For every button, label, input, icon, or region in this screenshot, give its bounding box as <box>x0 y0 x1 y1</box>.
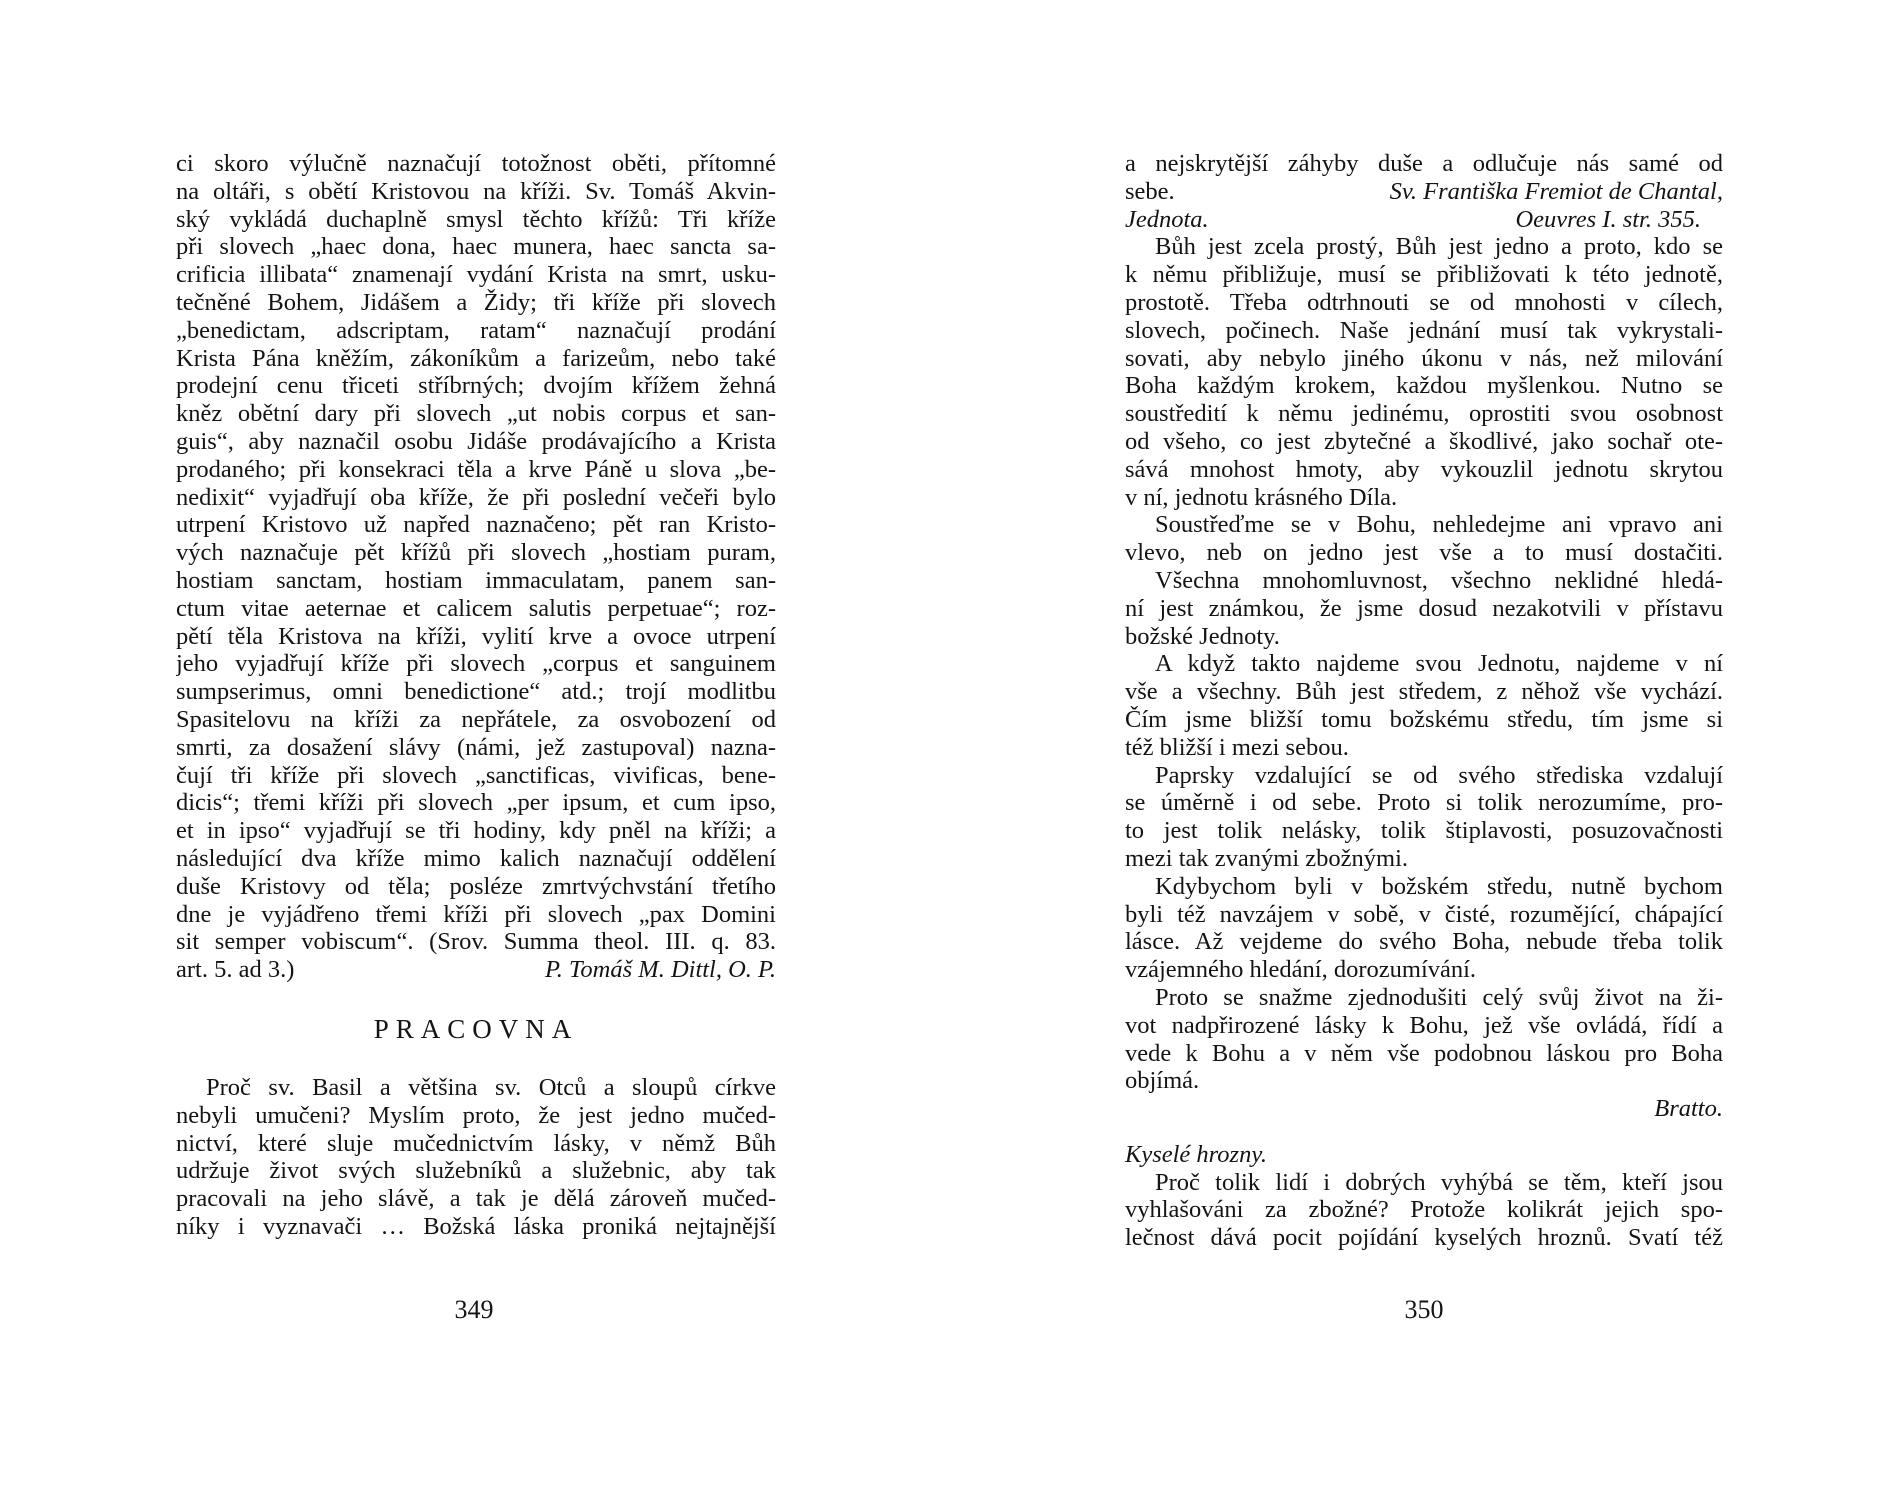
text-line: „benedictam, adscriptam, ratam“ naznačují prodání <box>176 316 776 344</box>
intro-last: sebe. <box>1125 177 1175 205</box>
citation-ref: art. 5. ad 3.) <box>176 956 295 984</box>
text-line: dne je vyjádřeno třemi kříži při slovech „pax Domini <box>176 900 776 928</box>
text-line: níky i vyznavači … Božská láska proniká nejtajnější <box>176 1212 776 1240</box>
text-line: v ní, jednotu krásného Díla. <box>1125 483 1398 511</box>
text-line: ský vykládá duchaplně smysl těchto křížů: Tři kříže <box>176 205 776 233</box>
text-line: dicis“; třemi kříži při slovech „per ipsum, et cum ipso, <box>176 789 776 817</box>
right-paragraph-4 <box>1125 650 1723 761</box>
text-line: sovati, aby nebylo jiného úkonu v nás, než milování <box>1125 344 1723 372</box>
text-line: se úměrně i od sebe. Proto si tolik nerozumíme, pro- <box>1125 789 1723 817</box>
right-page <box>1125 150 1723 1252</box>
text-line: utrpení Kristovo už napřed naznačeno; pět ran Kristo- <box>176 511 776 539</box>
page-number-right: 350 <box>1404 1295 1444 1324</box>
text-line: vše a všechny. Bůh jest středem, z něhož vše vychází. <box>1125 678 1723 706</box>
text-line: na oltáři, s obětí Kristovou na kříži. Sv. Tomáš Akvin- <box>176 177 776 205</box>
citation-author: P. Tomáš M. Dittl, O. P. <box>545 956 776 984</box>
left-page <box>176 150 776 1241</box>
text-line: nebyli umučeni? Myslím proto, že jest jedno mučed- <box>176 1101 776 1129</box>
text-line: smrti, za dosažení slávy (námi, jež zastupoval) nazna- <box>176 733 776 761</box>
text-line: Všechna mnohomluvnost, všechno neklidné hledá- <box>1155 566 1723 594</box>
text-line: vzájemného hledání, dorozumívání. <box>1125 956 1477 984</box>
text-line: hostiam sanctam, hostiam immaculatam, panem san- <box>176 566 776 594</box>
section-title-kysele: Kyselé hrozny. <box>1125 1140 1267 1168</box>
text-line: Kdybychom byli v božském středu, nutně bychom <box>1155 872 1723 900</box>
text-line: vlevo, neb on jedno jest vše a to musí dostačiti. <box>1125 539 1723 567</box>
text-line: sává mnohost hmoty, aby vykouzlil jednotu skrytou <box>1125 455 1723 483</box>
source-line-1: Sv. Františka Fremiot de Chantal, <box>1389 177 1723 205</box>
text-line: též bližší i mezi sebou. <box>1125 733 1349 761</box>
right-paragraph-2 <box>1125 511 1723 567</box>
text-line: Soustřeďme se v Bohu, nehledejme ani vpravo ani <box>1155 511 1723 539</box>
text-line: byli též navzájem v sobě, v čisté, rozumějící, chápající <box>1125 900 1723 928</box>
signature-bratto: Bratto. <box>1654 1095 1723 1123</box>
text-line: Boha každým krokem, každou myšlenkou. Nutno se <box>1125 372 1723 400</box>
text-line: Proto se snažme zjednodušiti celý svůj život na ži- <box>1155 983 1723 1011</box>
intro-line: a nejskrytější záhyby duše a odlučuje nás samé od <box>1125 150 1723 177</box>
text-line: mezi tak zvanými zbožnými. <box>1125 844 1409 872</box>
text-line: ní jest známkou, že jsme dosud nezakotvili v přístavu <box>1125 594 1723 622</box>
text-line: Krista Pána kněžím, zákoníkům a farizeům, nebo také <box>176 344 776 372</box>
text-line: A když takto najdeme svou Jednotu, najdeme v ní <box>1155 650 1723 678</box>
text-line: udržuje život svých služebníků a služebnic, aby tak <box>176 1157 776 1185</box>
text-line: ctum vitae aeternae et calicem salutis perpetuae“; roz- <box>176 594 776 622</box>
text-line: sumpserimus, omni benedictione“ atd.; trojí modlitbu <box>176 678 776 706</box>
text-line: nedixit“ vyjadřují oba kříže, že při poslední večeři bylo <box>176 483 776 511</box>
text-line: Proč tolik lidí i dobrých vyhýbá se těm, kteří jsou <box>1155 1168 1723 1196</box>
text-line: to jest tolik nelásky, tolik štiplavosti, posuzovačnosti <box>1125 817 1723 845</box>
text-line: k němu přibližuje, musí se přibližovati k této jednotě, <box>1125 261 1723 289</box>
text-line: pětí těla Kristova na kříži, vylití krve a ovoce utrpení <box>176 622 776 650</box>
right-paragraph-1 <box>1125 233 1723 511</box>
intro-source-row <box>1125 178 1723 206</box>
text-line: čují tři kříže při slovech „sanctificas, vivificas, bene- <box>176 761 776 789</box>
para7-last: objímá. <box>1125 1067 1200 1095</box>
text-line: jeho vyjadřují kříže při slovech „corpus et sanguinem <box>176 650 776 678</box>
text-line: guis“, aby naznačil osobu Jidáše prodávajícího a Krista <box>176 427 776 455</box>
text-line: crificia illibata“ znamenají vydání Krista na smrt, usku- <box>176 261 776 289</box>
text-line: kněz obětní dary při slovech „ut nobis corpus et san- <box>176 400 776 428</box>
text-line: nictví, které sluje mučednictvím lásky, v němž Bůh <box>176 1129 776 1157</box>
text-line: tečněné Bohem, Jidášem a Židy; tři kříže při slovech <box>176 288 776 316</box>
text-line: Proč sv. Basil a většina sv. Otců a sloupů církve <box>206 1073 776 1101</box>
text-line: slovech, počinech. Naše jednání musí tak vykrystali- <box>1125 316 1723 344</box>
text-line: vede k Bohu a v něm vše podobnou láskou pro Boha <box>1125 1039 1723 1067</box>
right-paragraph-3 <box>1125 567 1723 650</box>
right-paragraph-8 <box>1125 1169 1723 1252</box>
text-line: od všeho, co jest zbytečné a škodlivé, jako sochař ote- <box>1125 427 1723 455</box>
text-line: Čím jsme bližší tomu božskému středu, tím jsme si <box>1125 705 1723 733</box>
text-line: sit semper vobiscum“. (Srov. Summa theol. III. q. 83. <box>176 928 776 956</box>
source-line-2: Oeuvres I. str. 355. <box>1515 205 1701 233</box>
text-line: prodejní cenu třiceti stříbrných; dvojím křížem žehná <box>176 372 776 400</box>
right-paragraph-7 <box>1125 984 1723 1067</box>
text-line: Bůh jest zcela prostý, Bůh jest jedno a proto, kdo se <box>1155 233 1723 261</box>
text-line: božské Jednoty. <box>1125 622 1280 650</box>
section-source-row <box>1125 206 1723 234</box>
text-line: Paprsky vzdalující se od svého střediska vzdalují <box>1155 761 1723 789</box>
text-line: prostotě. Třeba odtrhnouti se od mnohosti v cílech, <box>1125 288 1723 316</box>
right-paragraph-5 <box>1125 762 1723 873</box>
text-line: následující dva kříže mimo kalich naznačují oddělení <box>176 844 776 872</box>
page-number-left: 349 <box>454 1295 494 1324</box>
text-line: vých naznačuje pět křížů při slovech „hostiam puram, <box>176 539 776 567</box>
text-line: lásce. Až vejdeme do svého Boha, nebude třeba tolik <box>1125 928 1723 956</box>
section-title-jednota: Jednota. <box>1125 205 1209 233</box>
text-line: soustředití k němu jedinému, oprostiti svou osobnost <box>1125 400 1723 428</box>
text-line: ci skoro výlučně naznačují totožnost oběti, přítomné <box>176 150 776 177</box>
text-line: et in ipso“ vyjadřují se tři hodiny, kdy pněl na kříži; a <box>176 817 776 845</box>
text-line: duše Kristovy od těla; posléze zmrtvýchvstání třetího <box>176 872 776 900</box>
left-paragraph-1 <box>176 150 776 956</box>
text-line: pracovali na jeho slávě, a tak je dělá zároveň mučed- <box>176 1185 776 1213</box>
text-line: prodaného; při konsekraci těla a krve Páně u slova „be- <box>176 455 776 483</box>
left-paragraph-2 <box>176 1074 776 1241</box>
right-paragraph-6 <box>1125 873 1723 984</box>
text-line: vot nadpřirozené lásky k Bohu, jež vše ovládá, řídí a <box>1125 1011 1723 1039</box>
section-heading: PRACOVNA <box>373 1013 579 1044</box>
text-line: vyhlašováni za zbožné? Protože kolikrát jejich spo- <box>1125 1196 1723 1224</box>
text-line: lečnost dává pocit pojídání kyselých hroznů. Svatí též <box>1125 1224 1723 1252</box>
citation-line <box>176 956 776 984</box>
text-line: při slovech „haec dona, haec munera, haec sancta sa- <box>176 233 776 261</box>
text-line: Spasitelovu na kříži za nepřátele, za osvobození od <box>176 705 776 733</box>
